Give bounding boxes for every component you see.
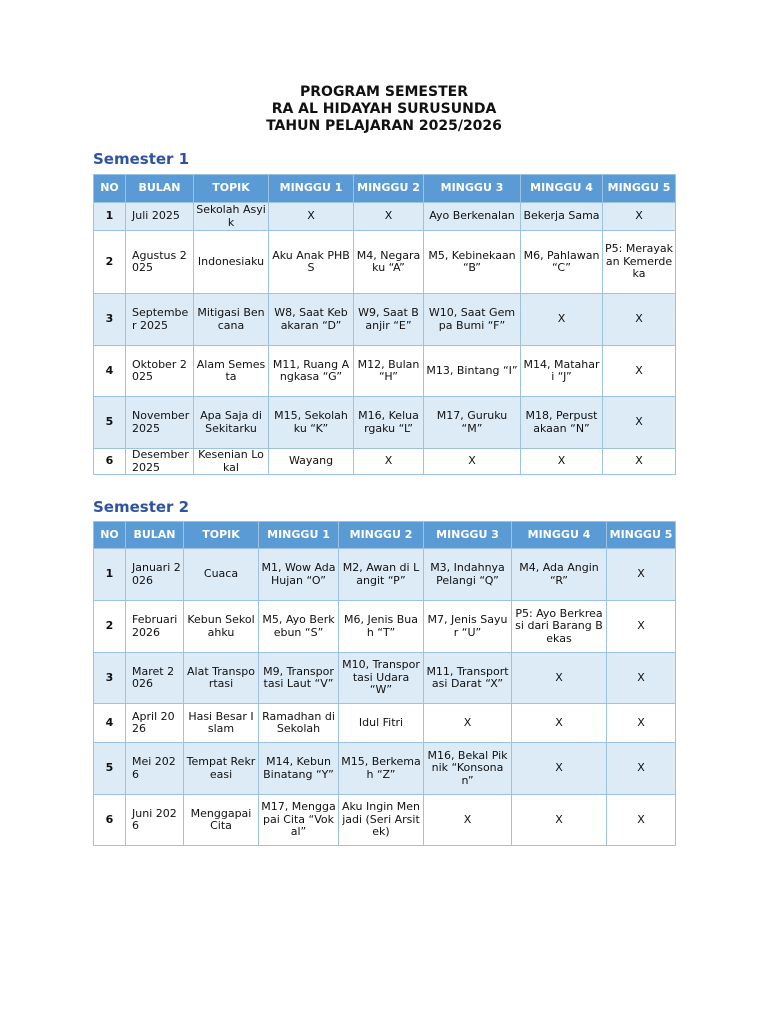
cell-minggu-4: P5: Ayo Berkreasi dari Barang Bekas (512, 601, 607, 653)
document-title (0, 84, 768, 135)
table-row (94, 743, 676, 795)
cell-minggu-2: M10, Transportasi Udara “W” (339, 653, 424, 704)
cell-minggu-3: X (424, 704, 512, 743)
cell-minggu-2: M6, Jenis Buah “T” (339, 601, 424, 653)
table-row (94, 704, 676, 743)
cell-topik: Alam Semesta (194, 346, 269, 397)
cell-minggu-5: X (603, 397, 676, 449)
col-header-minggu-1: MINGGU 1 (259, 522, 339, 549)
col-header-no: NO (94, 175, 126, 203)
cell-minggu-4: M4, Ada Angin “R” (512, 549, 607, 601)
col-header-minggu-1: MINGGU 1 (269, 175, 354, 203)
cell-minggu-4: X (521, 294, 603, 346)
cell-minggu-5: X (607, 601, 676, 653)
cell-minggu-4: M14, Matahari “J” (521, 346, 603, 397)
cell-minggu-3: X (424, 795, 512, 846)
col-header-minggu-2: MINGGU 2 (339, 522, 424, 549)
cell-minggu-4: M18, Perpustakaan “N” (521, 397, 603, 449)
cell-no: 3 (94, 294, 126, 346)
cell-no: 6 (94, 795, 126, 846)
cell-topik: Mitigasi Bencana (194, 294, 269, 346)
cell-bulan: Januari 2026 (126, 549, 184, 601)
cell-minggu-4: Bekerja Sama (521, 203, 603, 231)
col-header-minggu-5: MINGGU 5 (607, 522, 676, 549)
cell-minggu-1: W8, Saat Kebakaran “D” (269, 294, 354, 346)
cell-minggu-4: X (512, 795, 607, 846)
cell-bulan: Februari 2026 (126, 601, 184, 653)
cell-topik: Cuaca (184, 549, 259, 601)
cell-no: 3 (94, 653, 126, 704)
cell-minggu-3: M11, Transportasi Darat “X” (424, 653, 512, 704)
cell-minggu-2: W9, Saat Banjir “E” (354, 294, 424, 346)
cell-bulan: November 2025 (126, 397, 194, 449)
col-header-topik: TOPIK (194, 175, 269, 203)
cell-minggu-2: M16, Keluargaku “L” (354, 397, 424, 449)
semester-1-heading: Semester 1 (93, 150, 190, 168)
table-header-row (94, 522, 676, 549)
cell-bulan: Juni 2026 (126, 795, 184, 846)
cell-bulan: Oktober 2025 (126, 346, 194, 397)
table-row (94, 653, 676, 704)
cell-minggu-5: X (603, 449, 676, 475)
cell-no: 5 (94, 743, 126, 795)
table-header-row (94, 175, 676, 203)
col-header-minggu-4: MINGGU 4 (521, 175, 603, 203)
semester-2-heading: Semester 2 (93, 498, 190, 516)
cell-minggu-5: X (603, 203, 676, 231)
cell-topik: Apa Saja di Sekitarku (194, 397, 269, 449)
table-row (94, 601, 676, 653)
cell-minggu-1: M11, Ruang Angkasa “G” (269, 346, 354, 397)
cell-no: 4 (94, 346, 126, 397)
cell-bulan: Maret 2026 (126, 653, 184, 704)
cell-no: 1 (94, 203, 126, 231)
cell-bulan: April 2026 (126, 704, 184, 743)
cell-topik: Tempat Rekreasi (184, 743, 259, 795)
cell-minggu-2: X (354, 203, 424, 231)
col-header-minggu-3: MINGGU 3 (424, 175, 521, 203)
table-row (94, 549, 676, 601)
cell-topik: Sekolah Asyik (194, 203, 269, 231)
cell-minggu-2: Aku Ingin Menjadi (Seri Arsitek) (339, 795, 424, 846)
cell-minggu-3: W10, Saat Gempa Bumi “F” (424, 294, 521, 346)
title-line-year: TAHUN PELAJARAN 2025/2026 (266, 118, 502, 134)
cell-minggu-4: M6, Pahlawan “C” (521, 231, 603, 294)
cell-minggu-5: X (607, 743, 676, 795)
cell-topik: Alat Transportasi (184, 653, 259, 704)
cell-minggu-4: X (512, 653, 607, 704)
cell-no: 2 (94, 231, 126, 294)
table-row (94, 346, 676, 397)
cell-minggu-4: X (512, 743, 607, 795)
title-line-program: PROGRAM SEMESTER (300, 84, 468, 100)
col-header-no: NO (94, 522, 126, 549)
semester-2-table (93, 521, 676, 846)
cell-minggu-1: M1, Wow Ada Hujan “O” (259, 549, 339, 601)
cell-minggu-1: Aku Anak PHBS (269, 231, 354, 294)
table-row (94, 231, 676, 294)
cell-minggu-1: Wayang (269, 449, 354, 475)
cell-minggu-4: X (521, 449, 603, 475)
table-row (94, 203, 676, 231)
cell-minggu-5: X (603, 294, 676, 346)
cell-minggu-3: M16, Bekal Piknik “Konsonan” (424, 743, 512, 795)
cell-bulan: Desember 2025 (126, 449, 194, 475)
cell-no: 2 (94, 601, 126, 653)
cell-minggu-2: M12, Bulan “H” (354, 346, 424, 397)
cell-no: 6 (94, 449, 126, 475)
table-row (94, 397, 676, 449)
col-header-minggu-3: MINGGU 3 (424, 522, 512, 549)
table-row (94, 449, 676, 475)
col-header-minggu-5: MINGGU 5 (603, 175, 676, 203)
title-line-school: RA AL HIDAYAH SURUSUNDA (271, 101, 497, 117)
semester-1-table (93, 174, 676, 475)
cell-topik: Hasi Besar Islam (184, 704, 259, 743)
col-header-topik: TOPIK (184, 522, 259, 549)
cell-bulan: September 2025 (126, 294, 194, 346)
cell-minggu-2: M15, Berkemah “Z” (339, 743, 424, 795)
cell-minggu-3: M3, Indahnya Pelangi “Q” (424, 549, 512, 601)
cell-minggu-1: M5, Ayo Berkebun “S” (259, 601, 339, 653)
cell-minggu-5: P5: Merayakan Kemerdeka (603, 231, 676, 294)
cell-no: 4 (94, 704, 126, 743)
cell-minggu-2: X (354, 449, 424, 475)
col-header-minggu-2: MINGGU 2 (354, 175, 424, 203)
cell-minggu-1: Ramadhan di Sekolah (259, 704, 339, 743)
cell-minggu-1: M15, Sekolahku “K” (269, 397, 354, 449)
cell-minggu-5: X (607, 795, 676, 846)
cell-topik: Menggapai Cita (184, 795, 259, 846)
cell-minggu-2: Idul Fitri (339, 704, 424, 743)
cell-bulan: Agustus 2025 (126, 231, 194, 294)
cell-minggu-1: M17, Menggapai Cita “Vokal” (259, 795, 339, 846)
cell-minggu-3: X (424, 449, 521, 475)
cell-minggu-4: X (512, 704, 607, 743)
cell-no: 5 (94, 397, 126, 449)
table-row (94, 795, 676, 846)
cell-topik: Kebun Sekolahku (184, 601, 259, 653)
table-row (94, 294, 676, 346)
col-header-minggu-4: MINGGU 4 (512, 522, 607, 549)
cell-minggu-1: M14, Kebun Binatang “Y” (259, 743, 339, 795)
cell-minggu-3: M5, Kebinekaan “B” (424, 231, 521, 294)
cell-minggu-3: M13, Bintang “I” (424, 346, 521, 397)
cell-minggu-2: M2, Awan di Langit “P” (339, 549, 424, 601)
cell-no: 1 (94, 549, 126, 601)
col-header-bulan: BULAN (126, 175, 194, 203)
cell-minggu-3: Ayo Berkenalan (424, 203, 521, 231)
cell-bulan: Mei 2026 (126, 743, 184, 795)
cell-minggu-5: X (607, 704, 676, 743)
cell-minggu-5: X (607, 549, 676, 601)
cell-minggu-3: M17, Guruku “M” (424, 397, 521, 449)
cell-minggu-1: X (269, 203, 354, 231)
cell-bulan: Juli 2025 (126, 203, 194, 231)
cell-minggu-5: X (607, 653, 676, 704)
col-header-bulan: BULAN (126, 522, 184, 549)
cell-topik: Kesenian Lokal (194, 449, 269, 475)
cell-minggu-3: M7, Jenis Sayur “U” (424, 601, 512, 653)
cell-minggu-5: X (603, 346, 676, 397)
cell-minggu-2: M4, Negaraku “A” (354, 231, 424, 294)
cell-minggu-1: M9, Transportasi Laut “V” (259, 653, 339, 704)
cell-topik: Indonesiaku (194, 231, 269, 294)
